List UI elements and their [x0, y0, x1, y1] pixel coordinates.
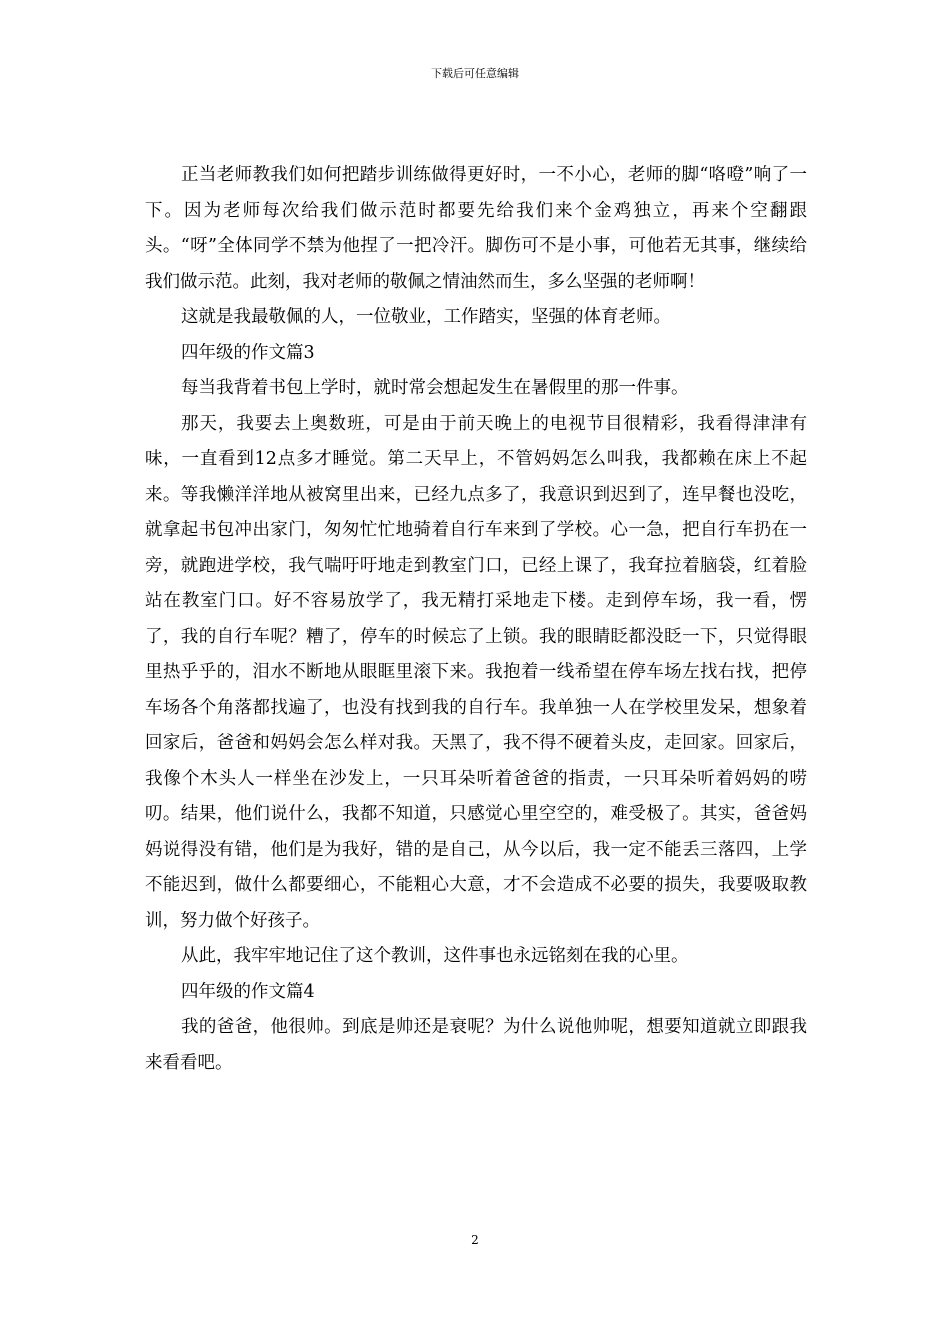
paragraph: 我的爸爸，他很帅。到底是帅还是衰呢？为什么说他帅呢，想要知道就立即跟我来看看吧。	[145, 1017, 807, 1073]
section-heading: 四年级的作文篇4	[181, 981, 315, 1002]
document-body	[145, 158, 807, 1081]
page-header: 下载后可任意编辑	[431, 67, 519, 80]
paragraph: 每当我背着书包上学时，就时常会想起发生在暑假里的那一件事。	[181, 378, 689, 398]
paragraph: 从此，我牢牢地记住了这个教训，这件事也永远铭刻在我的心里。	[181, 946, 689, 966]
paragraph: 这就是我最敬佩的人，一位敬业，工作踏实，坚强的体育老师。	[181, 307, 671, 327]
page-number: 2	[471, 1233, 479, 1247]
paragraph: 那天，我要去上奥数班，可是由于前天晚上的电视节目很精彩，我看得津津有味，一直看到12点多才睡觉。第二天早上，不管妈妈怎么叫我，我都赖在床上不起来。等我懒洋洋地从被窝里出来，已经九点多了，我意识到迟到了，连早餐也没吃，就拿起书包冲出家门，匆匆忙忙地骑着自行车来到了学校。心一急，把自行车扔在一旁，就跑进学校，我气喘吁吁地走到教室门口，已经上课了，我耷拉着脑袋，红着脸站在教室门口。好不容易放学了，我无精打采地走下楼。走到停车场，我一看，愣了，我的自行车呢？糟了，停车的时候忘了上锁。我的眼睛眨都没眨一下，只觉得眼里热乎乎的，泪水不断地从眼眶里滚下来。我抱着一线希望在停车场左找右找，把停车场各个角落都找遍了，也没有找到我的自行车。我单独一人在学校里发呆，想象着回家后，爸爸和妈妈会怎么样对我。天黑了，我不得不硬着头皮，走回家。回家后，我像个木头人一样坐在沙发上，一只耳朵听着爸爸的指责，一只耳朵听着妈妈的唠叨。结果，他们说什么，我都不知道，只感觉心里空空的，难受极了。其实，爸爸妈妈说得没有错，他们是为我好，错的是自己，从今以后，我一定不能丢三落四，上学不能迟到，做什么都要细心，不能粗心大意，才不会造成不必要的损失，我要吸取教训，努力做个好孩子。	[145, 413, 807, 931]
paragraph: 正当老师教我们如何把踏步训练做得更好时，一不小心，老师的脚“咯噔”响了一下。因为老师每次给我们做示范时都要先给我们来个金鸡独立，再来个空翻跟头。“呀”全体同学不禁为他捏了一把冷汗。脚伤可不是小事，可他若无其事，继续给我们做示范。此刻，我对老师的敬佩之情油然而生，多么坚强的老师啊！	[145, 165, 807, 292]
section-heading: 四年级的作文篇3	[181, 342, 315, 363]
